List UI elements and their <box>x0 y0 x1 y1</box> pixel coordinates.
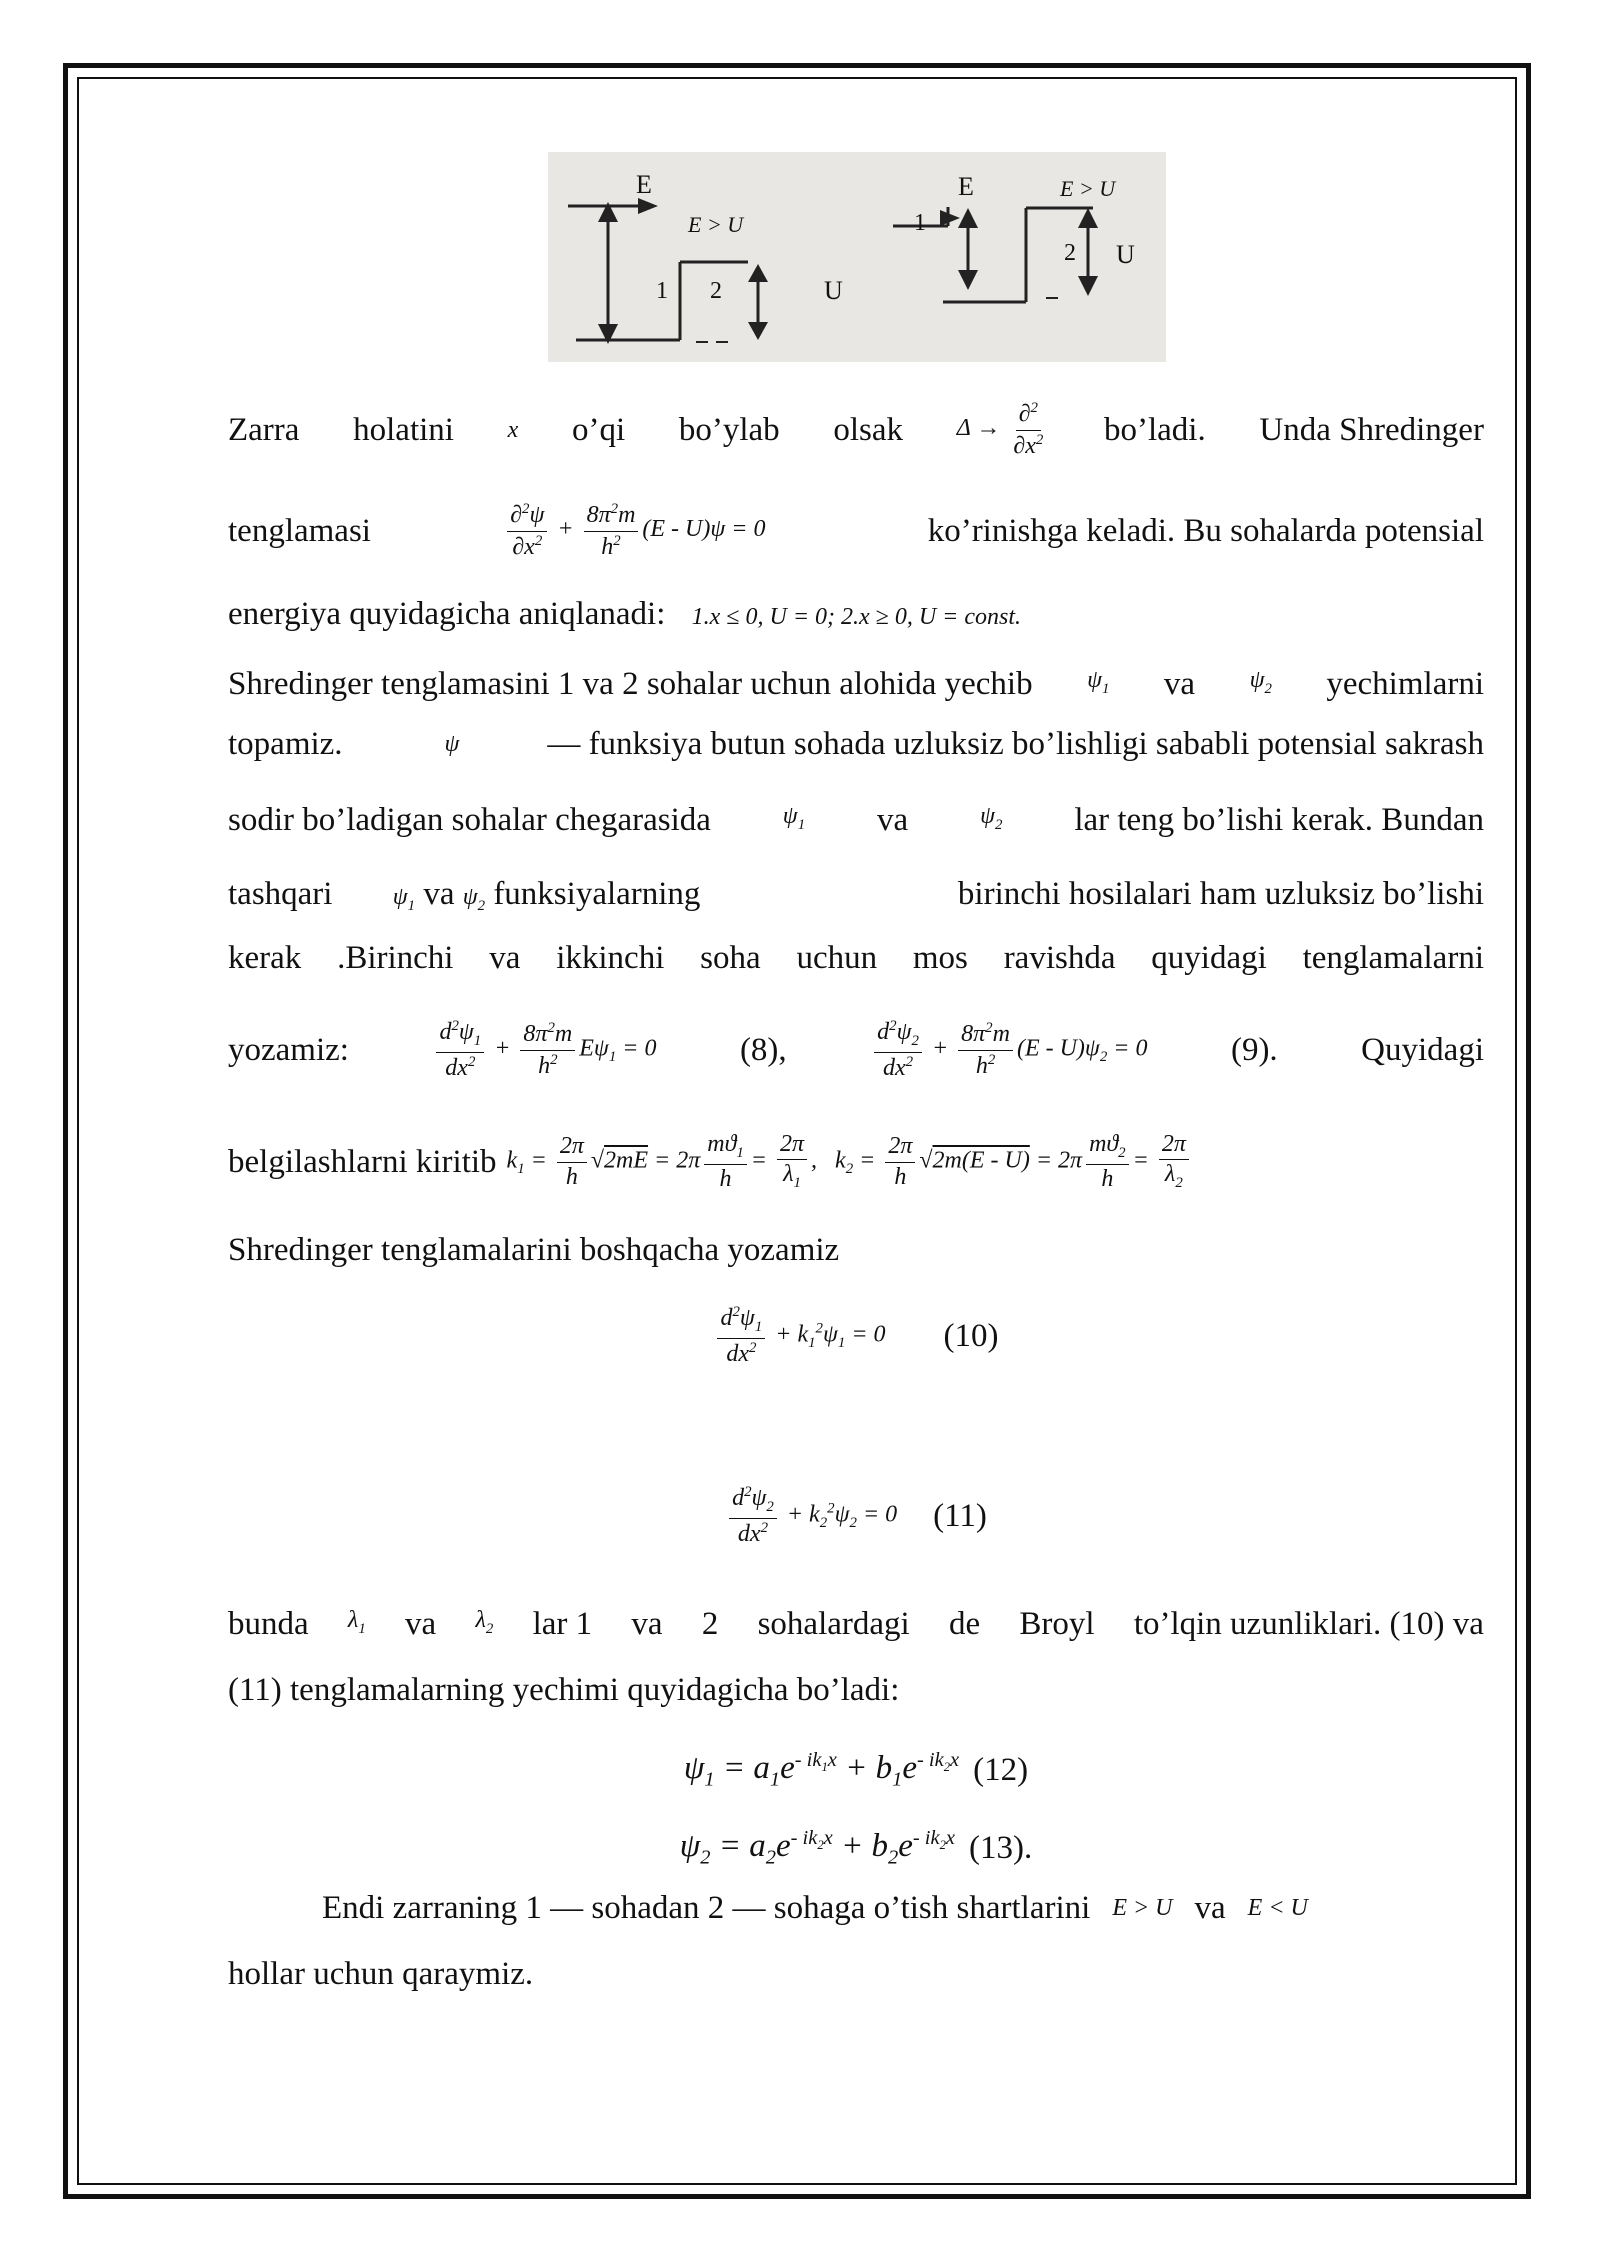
equation-11: $\frac{d^2\psi_2}{dx^2}$ + $k_2^2\psi_2 = 0$ <box>725 1485 897 1547</box>
text: energiya quyidagicha aniqlanadi: <box>228 596 666 632</box>
fig-left-U: U <box>824 276 843 305</box>
para-line-7: tashqari $\psi_1$ va $\psi_2$ funksiyalarning birinchi hosilalari ham uzluksiz bo’lishi <box>228 872 1484 928</box>
equation-number: (11) <box>933 1498 987 1534</box>
text: — funksiya butun sohada uzluksiz bo’lishligi sababli potensial sakrash <box>547 726 1484 762</box>
text: Broyl <box>1019 1606 1095 1643</box>
text: topamiz. <box>228 726 343 762</box>
text: tenglamasi <box>228 513 371 549</box>
equation-number: (8), <box>739 1032 787 1068</box>
text: yozamiz: <box>228 1032 349 1068</box>
fig-right-U: U <box>1116 240 1135 269</box>
equation-10: $\frac{d^2\psi_1}{dx^2}$ + $k_1^2\psi_1 = 0$ <box>713 1305 885 1367</box>
text: lar 1 <box>532 1606 593 1643</box>
text: olsak <box>833 412 904 448</box>
text: birinchi hosilalari ham uzluksiz bo’lishi <box>957 876 1484 912</box>
para-line-1 <box>228 400 1484 460</box>
text: yechimlarni <box>1326 666 1484 703</box>
schrodinger-equation: $\frac{\partial^2\psi}{\partial x^2}$ + $\frac{8\pi^2m}{h^2}$ (E - U)ψ = 0 <box>503 502 765 559</box>
text: bo’ylab <box>678 412 780 448</box>
equation-10-line <box>228 1296 1484 1376</box>
equation-number: (10) <box>943 1318 999 1354</box>
condition-E-gt-U: E > U <box>1112 1895 1173 1921</box>
equation-8: $\frac{d^2\psi_1}{dx^2}$ + $\frac{8\pi^2m}{h^2}$ $E\psi_1 = 0$ <box>432 1019 656 1081</box>
para-line-2 <box>228 496 1484 566</box>
para-line-11: Shredinger tenglamalarini boshqacha yozamiz <box>228 1232 840 1268</box>
text: de <box>948 1606 981 1643</box>
text: to’lqin uzunliklari. (10) va <box>1133 1606 1484 1643</box>
fig-right-r1: 1 <box>914 210 926 236</box>
text: Zarra <box>228 412 300 448</box>
text: lar teng bo’lishi kerak. Bundan <box>1074 802 1484 839</box>
equation-12-line <box>228 1738 1484 1802</box>
para-line-5: topamiz. ψ — funksiya butun sohada uzluksiz bo’lishligi sababli potensial sakrash <box>228 722 1484 766</box>
equation-13: $\psi_2 = a_2e^{- ik_2x} + b_2e^{- ik_2x}$ <box>679 1827 955 1869</box>
para-line-3 <box>228 592 1484 639</box>
condition-E-lt-U: E < U <box>1247 1895 1308 1921</box>
para-line-15: (11) tenglamalarning yechimi quyidagicha bo’ladi: <box>228 1672 900 1708</box>
text: sodir bo’ladigan sohalar chegarasida <box>228 802 711 839</box>
para-line-18 <box>228 1886 1484 1930</box>
math-x: x <box>507 417 519 443</box>
text: Unda Shredinger <box>1259 412 1484 448</box>
text: Quyidagi <box>1361 1032 1484 1068</box>
text: Endi zarraning 1 — sohadan 2 — sohaga o’tish shartlarini <box>322 1890 1091 1926</box>
equation-11-line <box>228 1476 1484 1556</box>
equation-number: (9). <box>1230 1032 1278 1068</box>
fig-left-E: E <box>636 170 652 199</box>
text: sohalardagi <box>757 1606 910 1643</box>
para-line-8: kerak .Birinchi va ikkinchi soha uchun mos ravishda quyidagi tenglamalarni <box>228 940 1484 976</box>
text: bunda <box>228 1606 309 1643</box>
fig-left-cond: E > U <box>688 212 744 237</box>
equation-13-line <box>228 1816 1484 1880</box>
equation-number: (12) <box>973 1751 1029 1788</box>
text: va <box>631 1606 663 1643</box>
equation-12: $\psi_1 = a_1e^{- ik_1x} + b_1e^{- ik_2x}$ <box>683 1749 960 1791</box>
para-line-4: Shredinger tenglamasini 1 va 2 sohalar uchun alohida yechib $\psi_1$ va $\psi_2$ yechimlarni <box>228 658 1484 711</box>
text: o’qi <box>571 412 626 448</box>
fig-left-r2: 2 <box>710 278 722 304</box>
wave-number-definitions: $k_1$ = $\frac{2\pi}{h}$ √2mE = 2π $\frac{mϑ_1}{h}$ = $\frac{2\pi}{\lambda_1}$ , $k_2$ = $\frac{2\pi}{h}$ √2m(E - U) = 2π $\frac{mϑ_2}{h}$ = $\frac{2\pi}{\lambda_2}$ <box>507 1132 1193 1192</box>
fig-right-cond: E > U <box>1060 176 1116 201</box>
text: va <box>1163 666 1196 703</box>
fig-right-r2: 2 <box>1064 240 1076 266</box>
para-line-6: sodir bo’ladigan sohalar chegarasida $\psi_1$ va $\psi_2$ lar teng bo’lishi kerak. Bundan <box>228 794 1484 847</box>
text: bo’ladi. <box>1104 412 1206 448</box>
para-line-14: bunda $\lambda_1$ va $\lambda_2$ lar 1 va 2 sohalardagi de Broyl to’lqin uzunliklari. (10) va <box>228 1598 1484 1651</box>
laplacian-formula: Δ → $\frac{\partial^2}{\partial x^2}$ <box>956 400 1044 459</box>
equation-9: $\frac{d^2\psi_2}{dx^2}$ + $\frac{8\pi^2m}{h^2}$ $(E - U)\psi_2 = 0$ <box>870 1019 1147 1081</box>
text: ko’rinishga keladi. Bu sohalarda potensial <box>927 513 1484 549</box>
text: funksiyalarning <box>493 876 701 912</box>
text: tashqari <box>228 876 333 912</box>
text: Shredinger tenglamasini 1 va 2 sohalar uchun alohida yechib <box>228 666 1033 703</box>
text: va <box>405 1606 437 1643</box>
text: va <box>877 802 909 839</box>
para-line-9 <box>228 1010 1484 1090</box>
potential-conditions: 1.x ≤ 0, U = 0; 2.x ≥ 0, U = const. <box>691 604 1022 630</box>
text: va <box>1194 1890 1226 1926</box>
text: 2 <box>701 1606 719 1643</box>
fig-right-E: E <box>958 172 974 201</box>
text: holatini <box>353 412 454 448</box>
fig-left-r1: 1 <box>656 278 668 304</box>
para-line-10 <box>228 1122 1484 1202</box>
text: belgilashlarni kiritib <box>228 1144 497 1180</box>
para-line-19: hollar uchun qaraymiz. <box>228 1956 534 1992</box>
equation-number: (13). <box>968 1829 1033 1866</box>
potential-step-figure <box>548 152 1166 362</box>
text: va <box>423 876 455 912</box>
